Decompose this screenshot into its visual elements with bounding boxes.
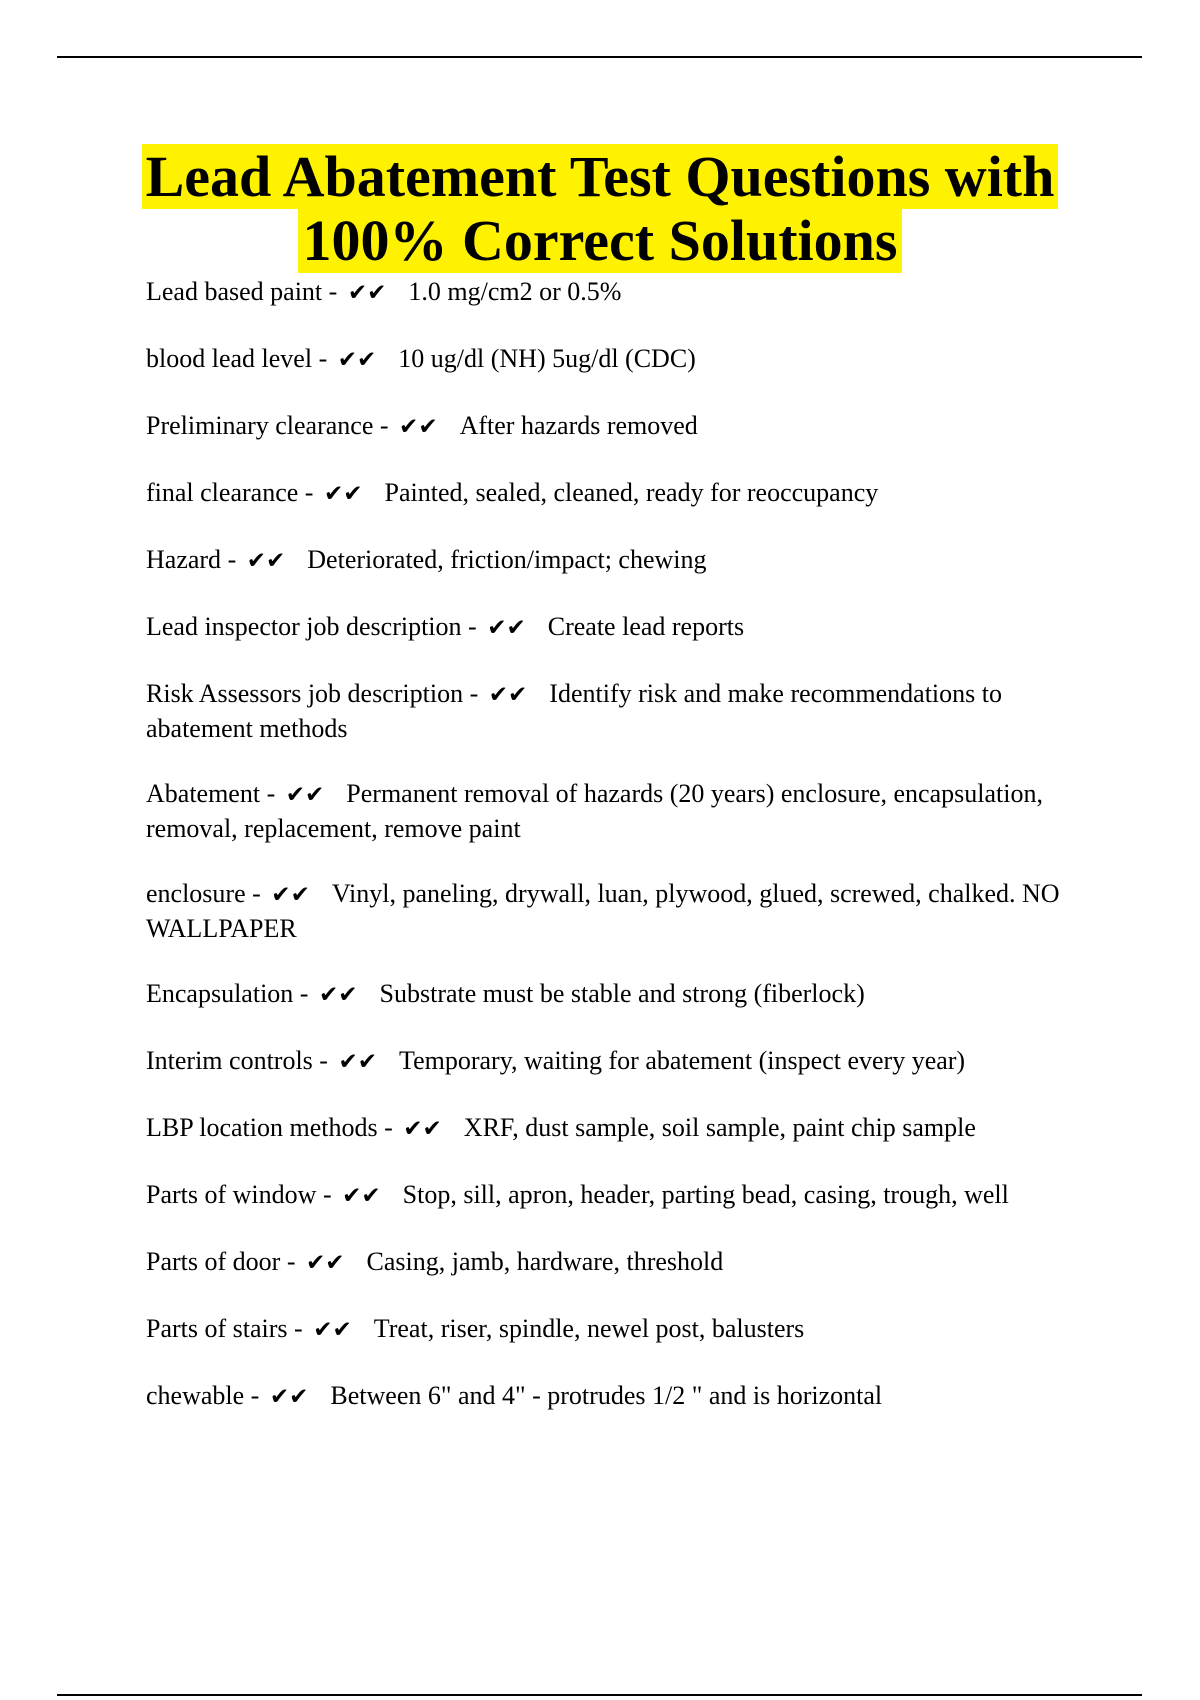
qa-item: [146, 1245, 1086, 1280]
qa-term: chewable: [146, 1381, 245, 1410]
qa-item: [146, 1044, 1086, 1079]
double-check-icon: ✔✔: [403, 1116, 442, 1142]
qa-answer: Deteriorated, friction/impact; chewing: [307, 545, 707, 574]
qa-separator: -: [280, 1247, 302, 1276]
double-check-icon: ✔✔: [323, 481, 363, 507]
qa-answer: Treat, riser, spindle, newel post, balusters: [373, 1314, 805, 1343]
qa-item: [146, 409, 1086, 444]
top-divider: [57, 56, 1142, 58]
qa-item: [146, 777, 1086, 845]
qa-answer: Painted, sealed, cleaned, ready for reoccupancy: [384, 478, 879, 507]
qa-item: [146, 543, 1086, 578]
qa-item: [146, 342, 1086, 377]
qa-separator: -: [316, 1180, 339, 1209]
qa-item: [146, 1312, 1086, 1347]
qa-item: [146, 1178, 1086, 1213]
double-check-icon: ✔✔: [306, 1250, 345, 1276]
page-title-highlight: Lead Abatement Test Questions with 100% Correct Solutions: [142, 144, 1059, 273]
qa-answer: 1.0 mg/cm2 or 0.5%: [408, 277, 622, 306]
qa-separator: -: [312, 344, 334, 373]
qa-separator: -: [221, 545, 243, 574]
qa-term: Lead based paint: [146, 277, 323, 306]
qa-term: Interim controls: [146, 1046, 313, 1075]
qa-separator: -: [463, 679, 485, 708]
qa-term: Parts of door: [146, 1247, 281, 1276]
qa-item: [146, 476, 1086, 511]
qa-answer: XRF, dust sample, soil sample, paint chip sample: [463, 1113, 976, 1142]
qa-item: [146, 275, 1086, 310]
qa-separator: -: [377, 1113, 400, 1142]
qa-separator: -: [293, 979, 315, 1008]
double-check-icon: ✔✔: [313, 1317, 352, 1343]
qa-separator: -: [260, 779, 282, 808]
qa-term: Risk Assessors job description: [146, 679, 464, 708]
qa-term: Parts of stairs: [146, 1314, 288, 1343]
qa-list: [146, 275, 1086, 1446]
qa-term: enclosure: [146, 879, 246, 908]
qa-item: [146, 977, 1086, 1012]
qa-answer: Permanent removal of hazards (20 years) enclosure, encapsulation, removal, replacement, remove paint: [146, 779, 1043, 843]
double-check-icon: ✔✔: [347, 280, 387, 306]
qa-answer: Casing, jamb, hardware, threshold: [366, 1247, 724, 1276]
qa-separator: -: [322, 277, 344, 306]
qa-separator: -: [244, 1381, 266, 1410]
qa-answer: Substrate must be stable and strong (fiberlock): [379, 979, 865, 1008]
double-check-icon: ✔✔: [399, 414, 438, 440]
qa-separator: -: [373, 411, 396, 440]
qa-item: [146, 677, 1086, 745]
double-check-icon: ✔✔: [488, 682, 528, 708]
double-check-icon: ✔✔: [338, 1049, 378, 1075]
double-check-icon: ✔✔: [271, 882, 310, 908]
qa-separator: -: [287, 1314, 310, 1343]
qa-answer: Stop, sill, apron, header, parting bead, casing, trough, well: [402, 1180, 1009, 1209]
qa-term: blood lead level: [146, 344, 313, 373]
qa-answer: Between 6" and 4" - protrudes 1/2 " and is horizontal: [330, 1381, 883, 1410]
qa-item: [146, 877, 1086, 945]
qa-item: [146, 1111, 1086, 1146]
double-check-icon: ✔✔: [342, 1183, 381, 1209]
qa-term: final clearance: [146, 478, 299, 507]
double-check-icon: ✔✔: [318, 982, 358, 1008]
qa-answer: 10 ug/dl (NH) 5ug/dl (CDC): [398, 344, 696, 373]
bottom-divider: [57, 1694, 1142, 1696]
qa-item: [146, 1379, 1086, 1414]
qa-term: Preliminary clearance: [146, 411, 374, 440]
qa-answer: Temporary, waiting for abatement (inspect every year): [399, 1046, 966, 1075]
double-check-icon: ✔✔: [246, 548, 286, 574]
page-title: [100, 145, 1100, 273]
qa-separator: -: [245, 879, 268, 908]
qa-separator: -: [298, 478, 320, 507]
qa-term: Hazard: [146, 545, 222, 574]
qa-term: Parts of window: [146, 1180, 317, 1209]
qa-term: LBP location methods: [146, 1113, 378, 1142]
qa-term: Encapsulation: [146, 979, 294, 1008]
qa-answer: Identify risk and make recommendations to abatement methods: [146, 679, 1002, 743]
qa-answer: Vinyl, paneling, drywall, luan, plywood, glued, screwed, chalked. NO WALLPAPER: [146, 879, 1060, 943]
double-check-icon: ✔✔: [269, 1384, 309, 1410]
qa-answer: After hazards removed: [459, 411, 698, 440]
qa-item: [146, 610, 1086, 645]
double-check-icon: ✔✔: [285, 782, 325, 808]
double-check-icon: ✔✔: [487, 615, 526, 641]
double-check-icon: ✔✔: [337, 347, 377, 373]
qa-separator: -: [461, 612, 484, 641]
qa-answer: Create lead reports: [547, 612, 745, 641]
qa-separator: -: [312, 1046, 335, 1075]
qa-term: Lead inspector job description: [146, 612, 462, 641]
qa-term: Abatement: [146, 779, 261, 808]
